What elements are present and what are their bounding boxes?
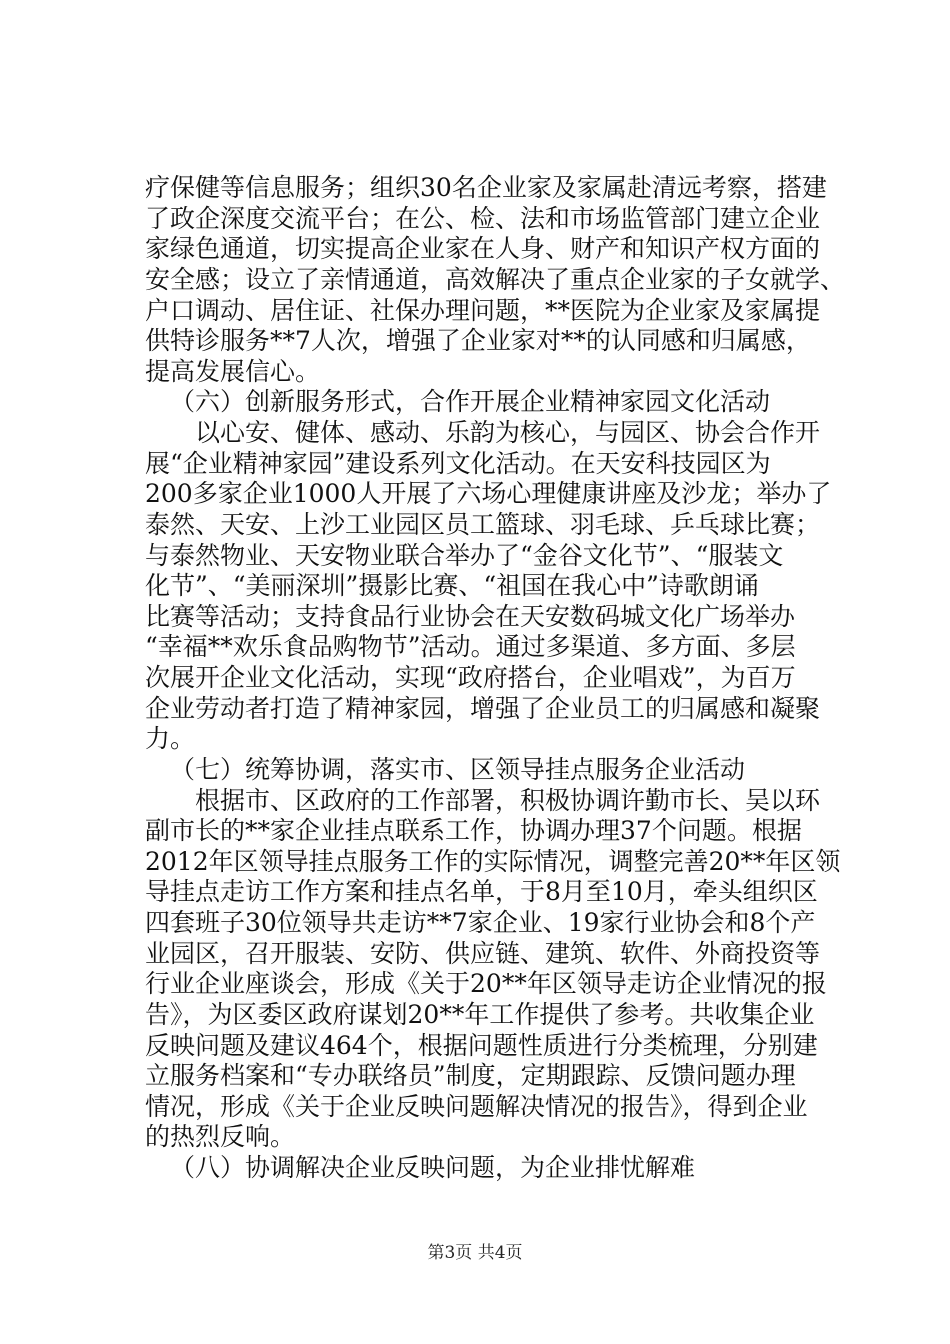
body-text-line: 根据市、区政府的工作部署，积极协调许勤市长、吴以环 [195,786,821,815]
body-text-line: 四套班子30位领导共走访**7家企业、19家行业协会和8个产 [145,908,816,937]
body-text-line: 行业企业座谈会，形成《关于20**年区领导走访企业情况的报 [145,969,827,998]
body-text-line: 与泰然物业、天安物业联合举办了“金谷文化节”、“服装文 [145,541,784,570]
page-footer: 第3页 共4页 [427,1243,523,1263]
body-text-line: 化节”、“美丽深圳”摄影比赛、“祖国在我心中”诗歌朗诵 [145,571,759,600]
body-text-line: 副市长的**家企业挂点联系工作，协调办理37个问题。根据 [145,816,802,845]
body-text-line: 反映问题及建议464个，根据问题性质进行分类梳理，分别建 [145,1031,818,1060]
body-text-line: 次展开企业文化活动，实现“政府搭台，企业唱戏”，为百万 [145,663,796,692]
body-text-line: 业园区，召开服装、安防、供应链、建筑、软件、外商投资等 [145,939,821,968]
body-text-line: 供特诊服务**7人次，增强了企业家对**的认同感和归属感， [145,326,811,355]
body-text-line: 泰然、天安、上沙工业园区员工篮球、羽毛球、乒乓球比赛； [145,510,821,539]
body-text-line: 情况，形成《关于企业反映问题解决情况的报告》，得到企业 [145,1092,808,1121]
section-heading: （八）协调解决企业反映问题，为企业排忧解难 [170,1153,696,1182]
body-text-line: 的热烈反响。 [145,1122,296,1151]
body-text-line: 提高发展信心。 [145,357,321,386]
body-text-line: 200多家企业1000人开展了六场心理健康讲座及沙龙；举办了 [145,479,832,508]
body-text-line: 以心安、健体、感动、乐韵为核心，与园区、协会合作开 [195,418,821,447]
body-text-line: 安全感；设立了亲情通道，高效解决了重点企业家的子女就学、 [145,265,846,294]
body-text-line: 企业劳动者打造了精神家园，增强了企业员工的归属感和凝聚 [145,694,821,723]
section-heading: （七）统筹协调，落实市、区领导挂点服务企业活动 [170,755,746,784]
body-text-line: 立服务档案和“专办联络员”制度，定期跟踪、反馈问题办理 [145,1061,796,1090]
body-text-line: 家绿色通道，切实提高企业家在人身、财产和知识产权方面的 [145,234,821,263]
body-text-line: 告》，为区委区政府谋划20**年工作提供了参考。共收集企业 [145,1000,815,1029]
body-text-line: 了政企深度交流平台；在公、检、法和市场监管部门建立企业 [145,204,821,233]
body-text-line: 户口调动、居住证、社保办理问题，**医院为企业家及家属提 [145,296,821,325]
body-text-line: 2012年区领导挂点服务工作的实际情况，调整完善20**年区领 [145,847,841,876]
body-text-line: 疗保健等信息服务；组织30名企业家及家属赴清远考察，搭建 [145,173,827,202]
section-heading: （六）创新服务形式，合作开展企业精神家园文化活动 [170,387,771,416]
body-text-line: “幸福**欢乐食品购物节”活动。通过多渠道、多方面、多层 [145,632,796,661]
body-text-line: 展“企业精神家园”建设系列文化活动。在天安科技园区为 [145,449,771,478]
body-text-line: 导挂点走访工作方案和挂点名单，于8月至10月，牵头组织区 [145,877,818,906]
body-text-line: 比赛等活动；支持食品行业协会在天安数码城文化广场举办 [145,602,796,631]
body-text-line: 力。 [145,724,196,753]
